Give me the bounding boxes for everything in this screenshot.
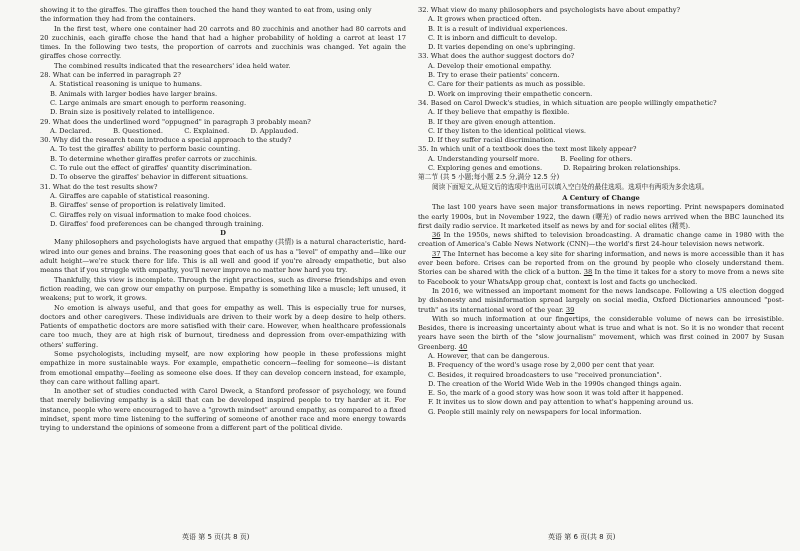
q30-option-a: A. To test the giraffes' ability to perform basic counting. bbox=[50, 145, 241, 154]
passage-d-paragraph-2: Thankfully, this view is incomplete. Through the right practices, such as diverse friendships and even fiction reading, we can grow our empathy on purpose. Empathy is something like a muscle; left unused, it weakens; put to work, it grows. bbox=[40, 275, 406, 303]
question-29-stem: 29. What does the underlined word "oppugned" in paragraph 3 probably mean? bbox=[40, 117, 311, 126]
q32-option-b: B. It is a result of individual experiences. bbox=[428, 24, 568, 33]
article-paragraph-3-text-a: The Internet has become a key site for sharing information, and news is more accessible than it has ever been before. Crises can be reported from on the ground by people who closely understand them. Stories can be shared with the click of a button. bbox=[418, 249, 784, 277]
blank-40: 40 bbox=[458, 342, 468, 351]
q35-options-row-1: A. Understanding yourself more. B. Feeling for others. bbox=[428, 154, 633, 163]
article-option-g: G. People still mainly rely on newspapers for local information. bbox=[428, 407, 642, 416]
page-footer-right: 英语 第 6 页(共 8 页) bbox=[548, 533, 616, 541]
blank-37: 37 bbox=[432, 249, 441, 258]
question-35-stem: 35. In which unit of a textbook does the text most likely appear? bbox=[418, 145, 637, 154]
q30-option-d: D. To observe the giraffes' behavior in different situations. bbox=[50, 173, 249, 182]
q34-option-d: D. If they suffer racial discrimination. bbox=[428, 136, 556, 145]
article-option-a: A. However, that can be dangerous. bbox=[428, 351, 550, 360]
question-34-stem: 34. Based on Carol Dweck's studies, in which situation are people willingly empathetic? bbox=[418, 98, 717, 107]
q31-option-a: A. Giraffes are capable of statistical reasoning. bbox=[50, 191, 210, 200]
q33-option-a: A. Develop their emotional empathy. bbox=[428, 61, 552, 70]
page-footer-left: 英语 第 5 页(共 8 页) bbox=[182, 533, 250, 541]
section-2-title: 第二节 (共 5 小题;每小题 2.5 分,满分 12.5 分) bbox=[418, 173, 560, 182]
q28-option-a: A. Statistical reasoning is unique to humans. bbox=[50, 80, 202, 89]
intro-line-2: the information they had from the containers. bbox=[40, 15, 196, 24]
question-31-stem: 31. What do the test results show? bbox=[40, 182, 158, 191]
section-2-instructions: 阅读下面短文,从短文后的选项中选出可以填入空白处的最佳选项。选项中有两项为多余选项。 bbox=[432, 182, 709, 191]
question-33-stem: 33. What does the author suggest doctors do? bbox=[418, 52, 575, 61]
passage-d-paragraph-5: In another set of studies conducted with Carol Dweck, a Stanford professor of psychology, we found that merely believing empathy is a skill that can be developed inspired people to try harder at it. For instance, people who were encouraged to have a "growth mindset" around empathy, as compared to a fixed mindset, spent more time listening to the suffering of someone of another race and more energy towards trying to understand the opinions of someone from a different part of the political divide. bbox=[40, 387, 406, 433]
q28-option-b: B. Animals with larger bodies have larger brains. bbox=[50, 89, 218, 98]
q32-option-a: A. It grows when practiced often. bbox=[428, 15, 542, 24]
right-column bbox=[418, 6, 784, 417]
q33-option-c: C. Care for their patients as much as possible. bbox=[428, 80, 586, 89]
article-paragraph-3 bbox=[418, 250, 784, 287]
blank-39: 39 bbox=[565, 305, 575, 314]
paragraph-3: The combined results indicated that the researchers' idea held water. bbox=[54, 61, 291, 70]
passage-d-paragraph-1: Many philosophers and psychologists have argued that empathy (共情) is a natural characteristic, hard-wired into our genes and brains. The reasoning goes that each of us has a "level" of empathy and—like our adult height—we're stuck there for life. This is all well and good if you're already empathetic, but also means that if you struggle with empathy, you'll never improve no matter how hard you try. bbox=[40, 238, 406, 275]
q31-option-c: C. Giraffes rely on visual information to make food choices. bbox=[50, 210, 252, 219]
article-paragraph-5-text: With so much information at our fingertips, the considerable volume of news can be irresistible. Besides, there is increasing uncertainty about what is true and what is not. So it is no wonder that recent years have seen the birth of the "slow journalism" movement, which was first coined in 2007 by Susan Greenberg. bbox=[418, 314, 784, 351]
q31-option-b: B. Giraffes' sense of proportion is relatively limited. bbox=[50, 201, 226, 210]
q34-option-a: A. If they believe that empathy is flexible. bbox=[428, 108, 570, 117]
q34-option-c: C. If they listen to the identical political views. bbox=[428, 126, 587, 135]
article-paragraph-5 bbox=[418, 315, 784, 352]
question-32-stem: 32. What view do many philosophers and psychologists have about empathy? bbox=[418, 6, 681, 14]
article-option-c: C. Besides, it required broadcasters to use "received pronunciation". bbox=[428, 370, 662, 379]
paragraph-2: In the first test, where one container had 20 carrots and 80 zucchinis and another had 80 carrots and 20 zucchinis, each giraffe chose the hand that had a higher probability of holding a carrot at least 17 times. In the following two tests, the proportion of carrots and zucchinis was changed. Yet again the giraffes chose correctly. bbox=[40, 24, 406, 61]
article-option-f: F. It invites us to slow down and pay attention to what's happening around us. bbox=[428, 398, 694, 407]
article-option-b: B. Frequency of the word's usage rose by 2,000 per cent that year. bbox=[428, 361, 655, 370]
question-28-stem: 28. What can be inferred in paragraph 2? bbox=[40, 71, 181, 80]
q28-option-c: C. Large animals are smart enough to perform reasoning. bbox=[50, 98, 247, 107]
question-30-stem: 30. Why did the research team introduce a special approach to the study? bbox=[40, 136, 292, 145]
q29-options: A. Declared. B. Questioned. C. Explained. D. Applauded. bbox=[50, 126, 299, 135]
article-paragraph-2-text: In the 1950s, news shifted to television broadcasting. A dramatic change came in 1980 with the creation of America's Cable News Network (CNN)—the world's first 24-hour television news network. bbox=[418, 231, 784, 249]
article-paragraph-3-text-b: In the time it takes for a story to move from a news site to Facebook to your WhatsApp group chat, context is lost and facts go unchecked. bbox=[418, 268, 784, 286]
q31-option-d: D. Giraffes' food preferences can be changed through training. bbox=[50, 219, 264, 228]
section-d-heading: D bbox=[220, 229, 226, 238]
article-paragraph-4 bbox=[418, 287, 784, 315]
q30-option-c: C. To rule out the effect of giraffes' quantity discrimination. bbox=[50, 164, 253, 173]
blank-36: 36 bbox=[432, 231, 441, 240]
article-title: A Century of Change bbox=[562, 193, 640, 202]
q35-options-row-2: C. Exploring genes and emotions. D. Repairing broken relationships. bbox=[428, 164, 681, 173]
intro-line-1: showing it to the giraffes. The giraffes then touched the hand they wanted to eat from, using only bbox=[40, 6, 372, 14]
q28-option-d: D. Brain size is positively related to intelligence. bbox=[50, 108, 215, 117]
article-option-d: D. The creation of the World Wide Web in the 1990s changed things again. bbox=[428, 379, 682, 388]
passage-d-paragraph-3: No emotion is always useful, and that goes for empathy as well. This is especially true for nurses, doctors and other caregivers. These individuals are driven to their work by a deep desire to help others. Patients of empathetic doctors are more satisfied with their care. However, when healthcare professionals care too much, they are at high risk of burnout, tiredness and depression from over-empathizing with others' suffering. bbox=[40, 303, 406, 349]
blank-38: 38 bbox=[583, 268, 593, 277]
q34-option-b: B. If they are given enough attention. bbox=[428, 117, 556, 126]
passage-d-paragraph-4: Some psychologists, including myself, are now exploring how people in these professions might empathize in more sustainable ways. For example, empathetic concern—feeling for someone—is distant from emotional empathy—feeling as someone else does. If they can develop concern instead, for example, they can care without falling apart. bbox=[40, 349, 406, 386]
left-column bbox=[40, 6, 406, 434]
q30-option-b: B. To determine whether giraffes prefer carrots or zucchinis. bbox=[50, 154, 258, 163]
article-option-e: E. So, the mark of a good story was how soon it was told after it happened. bbox=[428, 389, 684, 398]
article-paragraph-2 bbox=[418, 231, 784, 250]
q33-option-b: B. Try to erase their patients' concern. bbox=[428, 71, 560, 80]
article-paragraph-4-text: In 2016, we witnessed an important moment for the news landscape. Following a US election dogged by dishonesty and misinformation spread largely on social media, Oxford Dictionaries announced "post-truth" as its international word of the year. bbox=[418, 286, 784, 314]
article-paragraph-1: The last 100 years have seen major transformations in news reporting. Print newspapers dominated the early 1900s, but in November 1922, the dawn (曙光) of radio news arrived when the BBC launched its first daily radio service. It marketed itself as news by and for social elites (精英). bbox=[418, 203, 784, 230]
q32-option-c: C. It is inborn and difficult to develop. bbox=[428, 33, 558, 42]
q32-option-d: D. It varies depending on one's upbringing. bbox=[428, 43, 576, 52]
q33-option-d: D. Work on improving their empathetic concern. bbox=[428, 89, 593, 98]
